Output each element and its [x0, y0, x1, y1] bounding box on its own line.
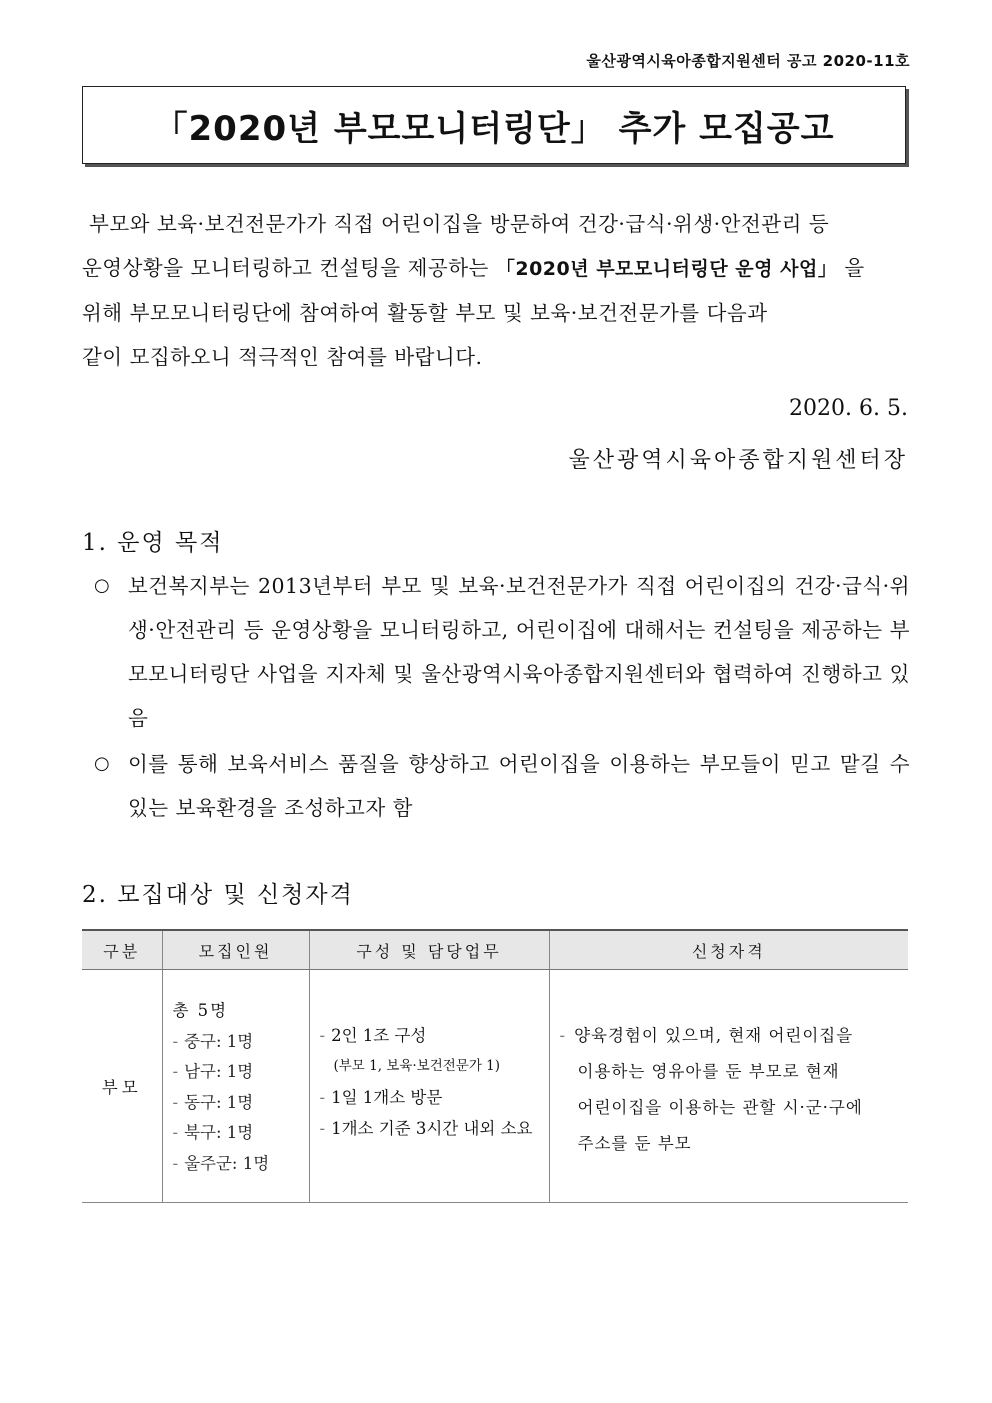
section1-heading: 1. 운영 목적 — [82, 530, 224, 556]
intro-line-4 — [82, 335, 910, 379]
header-category: 구분 — [82, 930, 162, 970]
qualification-line: 주소를 둔 부모 — [577, 1134, 692, 1153]
qualification-line — [560, 1018, 901, 1054]
header-duties: 구성 및 담당업무 — [309, 930, 549, 970]
duty-item — [320, 1082, 543, 1113]
recruit-count-cell — [162, 970, 309, 1203]
dash-mark: - — [319, 1088, 326, 1107]
recruit-table — [82, 929, 908, 1203]
dash-mark: - — [559, 1026, 567, 1045]
district-row — [173, 1088, 309, 1119]
duty-text: 2인 1조 구성 — [331, 1026, 427, 1045]
dash-mark: - — [319, 1119, 326, 1138]
section1-bullet-1-text: 보건복지부는 2013년부터 부모 및 보육·보건전문가가 직접 어린이집의 건강·급식·위생·안전관리 등 운영상황을 모니터링하고, 어린이집에 대해서는 컨설팅을 제공하는 부모모니터링단 사업을 지자체 및 울산광역시육아종합지원센터와 협력하여 진행하고 있음 — [128, 574, 910, 730]
district-text: 남구: 1명 — [184, 1062, 254, 1081]
intro-line-1 — [82, 202, 910, 246]
duty-sub-item: (부모 1, 보육·보건전문가 1) — [333, 1058, 501, 1074]
duty-text: 1일 1개소 방문 — [331, 1088, 443, 1107]
section1-bullet-2-text: 이를 통해 보육서비스 품질을 향상하고 어린이집을 이용하는 부모들이 믿고 맡길 수 있는 보육환경을 조성하고자 함 — [128, 752, 910, 820]
district-text: 동구: 1명 — [184, 1092, 254, 1112]
district-text: 울주군: 1명 — [184, 1153, 270, 1173]
circle-bullet-icon: ○ — [94, 575, 111, 596]
district-row — [173, 1027, 309, 1058]
dash-mark: - — [172, 1092, 179, 1112]
intro-text-4: 같이 모집하오니 적극적인 참여를 바랍니다. — [82, 345, 483, 369]
dash-mark: - — [172, 1031, 179, 1051]
section2-heading: 2. 모집대상 및 신청자격 — [82, 882, 354, 908]
district-row — [173, 1057, 309, 1088]
district-text: 중구: 1명 — [184, 1031, 254, 1051]
district-row — [173, 1149, 309, 1180]
target-cell: 부모 — [82, 970, 162, 1203]
district-text: 북구: 1명 — [184, 1123, 254, 1142]
circle-bullet-icon: ○ — [94, 753, 111, 774]
duty-item — [320, 1113, 543, 1144]
section1-bullet-2 — [94, 742, 910, 830]
district-row — [173, 1118, 309, 1149]
notice-number: 울산광역시육아종합지원센터 공고 2020-11호 — [586, 52, 910, 70]
dash-mark: - — [172, 1153, 179, 1173]
table-header-row — [82, 930, 908, 970]
intro-line-3 — [82, 291, 910, 335]
intro-text-3: 위해 부모모니터링단에 참여하여 활동할 부모 및 보육·보건전문가를 다음과 — [82, 301, 768, 325]
qualification-line: 이용하는 영유아를 둔 부모로 현재 — [577, 1062, 840, 1081]
qualification-line: 어린이집을 이용하는 관할 시·군·구에 — [577, 1098, 863, 1117]
page-title: 「2020년 부모모니터링단」 추가 모집공고 — [153, 108, 835, 149]
notice-date: 2020. 6. 5. — [789, 396, 908, 421]
intro-text-2b: 을 — [837, 256, 865, 280]
intro-text-2: 운영상황을 모니터링하고 컨설팅을 제공하는 — [82, 256, 489, 280]
header-qualification: 신청자격 — [549, 930, 908, 970]
dash-mark: - — [172, 1062, 179, 1081]
total-count: 총 5명 — [172, 1001, 229, 1020]
intro-paragraph — [82, 202, 910, 379]
duty-text: 1개소 기준 3시간 내외 소요 — [331, 1119, 533, 1138]
dash-mark: - — [172, 1123, 179, 1142]
title-box — [82, 86, 906, 164]
section1-bullet-1 — [94, 564, 910, 740]
table-row — [82, 970, 908, 1203]
header-recruit-count: 모집인원 — [162, 930, 309, 970]
duties-cell — [309, 970, 549, 1203]
intro-line-2 — [82, 246, 910, 291]
intro-text-1: 부모와 보육·보건전문가가 직접 어린이집을 방문하여 건강·급식·위생·안전관리 등 — [89, 212, 830, 236]
dash-mark: - — [319, 1026, 326, 1045]
qualification-text: 양육경험이 있으며, 현재 어린이집을 — [574, 1026, 854, 1045]
intro-emphasis: 「2020년 부모모니터링단 운영 사업」 — [495, 258, 838, 280]
signature: 울산광역시육아종합지원센터장 — [568, 448, 908, 473]
qualification-cell — [549, 970, 908, 1203]
duty-item — [320, 1020, 543, 1051]
